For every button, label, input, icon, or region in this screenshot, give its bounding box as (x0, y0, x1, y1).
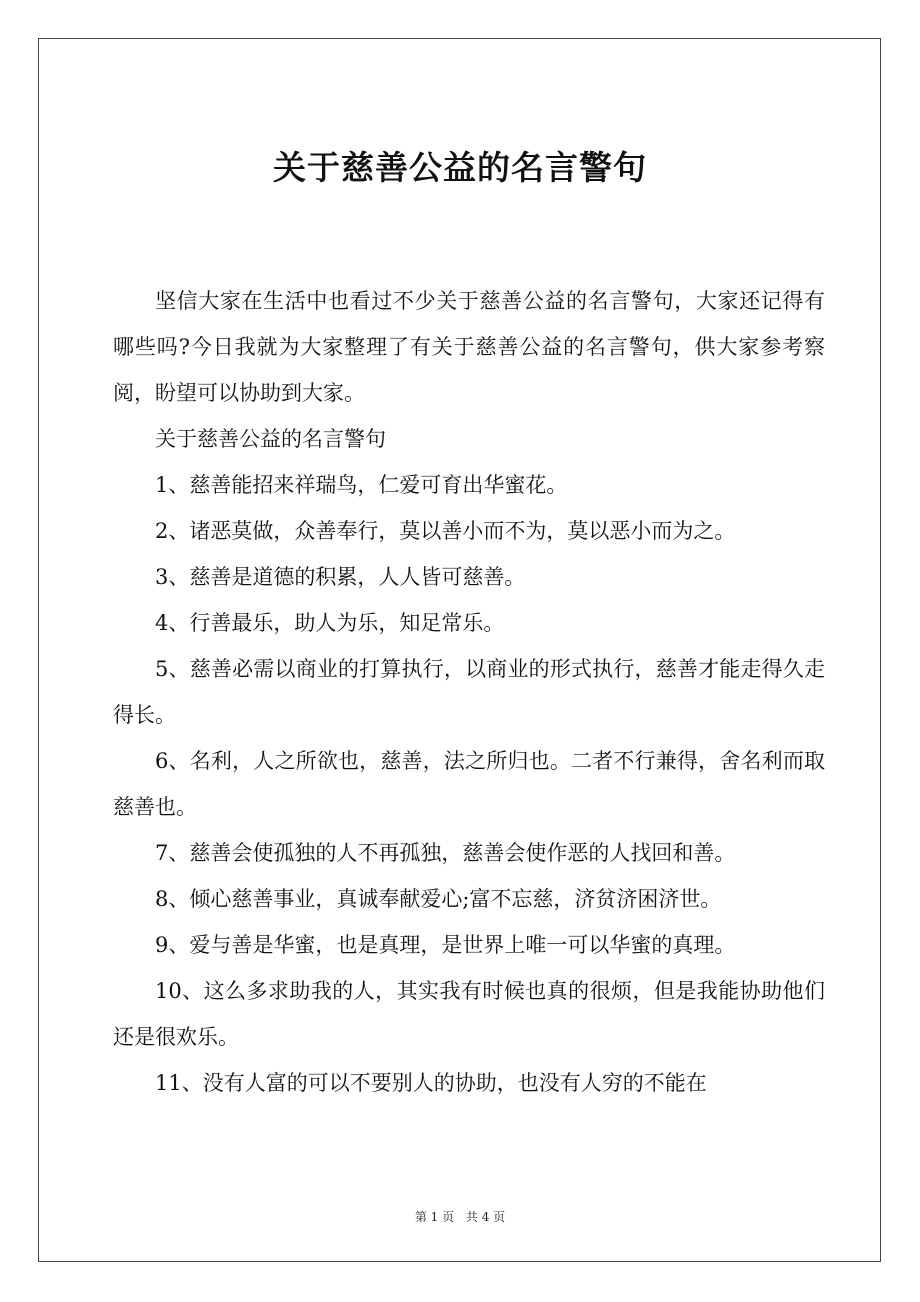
quote-item: 1、慈善能招来祥瑞鸟，仁爱可育出华蜜花。 (155, 473, 568, 497)
document-body (113, 278, 825, 1106)
intro-paragraph: 坚信大家在生活中也看过不少关于慈善公益的名言警句，大家还记得有哪些吗?今日我就为大家整理了有关于慈善公益的名言警句，供大家参考察阅，盼望可以协助到大家。 (113, 289, 825, 405)
page-footer (0, 1208, 920, 1225)
page-number: 第 1 页 (414, 1210, 455, 1224)
quote-item: 6、名利，人之所欲也，慈善，法之所归也。二者不行兼得，舍名利而取慈善也。 (113, 749, 825, 819)
quote-item: 4、行善最乐，助人为乐，知足常乐。 (155, 611, 505, 635)
section-heading: 关于慈善公益的名言警句 (155, 427, 386, 451)
quote-item: 9、爱与善是华蜜，也是真理，是世界上唯一可以华蜜的真理。 (155, 933, 736, 957)
page-total: 共 4 页 (465, 1210, 506, 1224)
quote-item: 10、这么多求助我的人，其实我有时候也真的很烦，但是我能协助他们还是很欢乐。 (113, 979, 825, 1049)
document-title: 关于慈善公益的名言警句 (273, 148, 647, 187)
quote-item: 5、慈善必需以商业的打算执行，以商业的形式执行，慈善才能走得久走得长。 (113, 657, 825, 727)
quote-item: 8、倾心慈善事业，真诚奉献爱心;富不忘慈，济贫济困济世。 (155, 887, 722, 911)
quote-item: 7、慈善会使孤独的人不再孤独，慈善会使作恶的人找回和善。 (155, 841, 736, 865)
quote-item: 11、没有人富的可以不要别人的协助，也没有人穷的不能在 (155, 1071, 707, 1095)
quote-item: 2、诸恶莫做，众善奉行，莫以善小而不为，莫以恶小而为之。 (155, 519, 736, 543)
quote-item: 3、慈善是道德的积累，人人皆可慈善。 (155, 565, 526, 589)
